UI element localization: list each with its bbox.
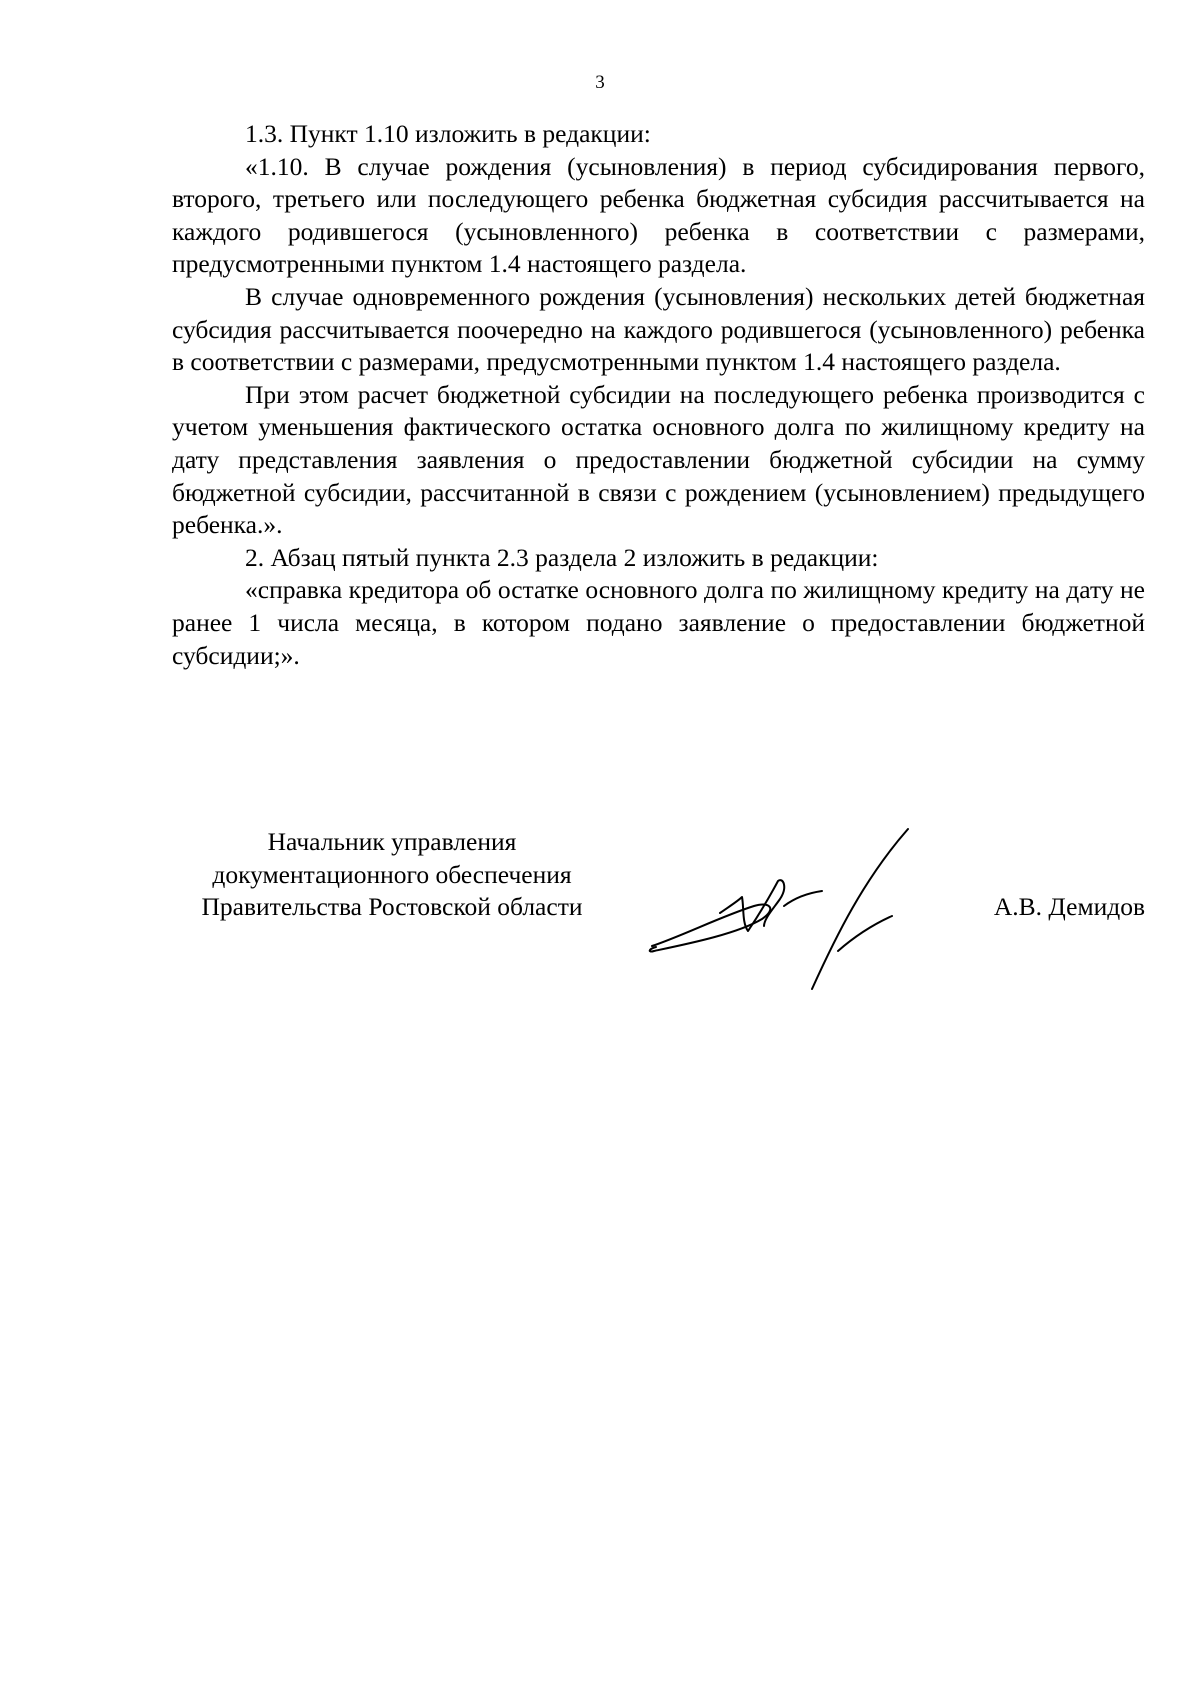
paragraph-item-2-heading: 2. Абзац пятый пункта 2.3 раздела 2 изложить в редакции: [245, 542, 879, 572]
signature-block [172, 826, 1145, 996]
page-number: 3 [595, 72, 605, 93]
paragraph-calculation: При этом расчет бюджетной субсидии на последующего ребенка производится с учетом уменьшения фактического остатка основного долга по жилищному кредиту на дату представления заявления о предоставлении бюджетной субсидии на сумму бюджетной субсидии, рассчитанной в связи с рождением (усыновлением) предыдущего ребенка.». [172, 379, 1145, 540]
paragraph-creditor-certificate: «справка кредитора об остатке основного долга по жилищному кредиту на дату не ранее 1 числа месяца, в котором подано заявление о предоставлении бюджетной субсидии;». [172, 575, 1145, 670]
paragraph-simultaneous-birth: В случае одновременного рождения (усыновления) нескольких детей бюджетная субсидия рассчитывается поочередно на каждого родившегося (усыновленного) ребенка в соответствии с размерами, предусмотренными пунктом 1.4 настоящего раздела. [172, 281, 1145, 377]
handwritten-signature-icon [642, 811, 942, 991]
signer-position-line: Правительства Ростовской области [201, 892, 583, 922]
signer-position-line: документационного обеспечения [212, 859, 572, 889]
signer-position [172, 826, 612, 924]
document-body [172, 118, 1145, 672]
paragraph-item-1-3-heading: 1.3. Пункт 1.10 изложить в редакции: [245, 119, 651, 148]
signer-position-line: Начальник управления [267, 827, 517, 856]
paragraph-item-1-10: «1.10. В случае рождения (усыновления) в период субсидирования первого, второго, третьего или последующего ребенка бюджетная субсидия рассчитывается на каждого родившегося (усыновленного) ребенка в соответствии с размерами, предусмотренными пунктом 1.4 настоящего раздела. [172, 151, 1145, 279]
signer-name: А.В. Демидов [993, 892, 1145, 921]
